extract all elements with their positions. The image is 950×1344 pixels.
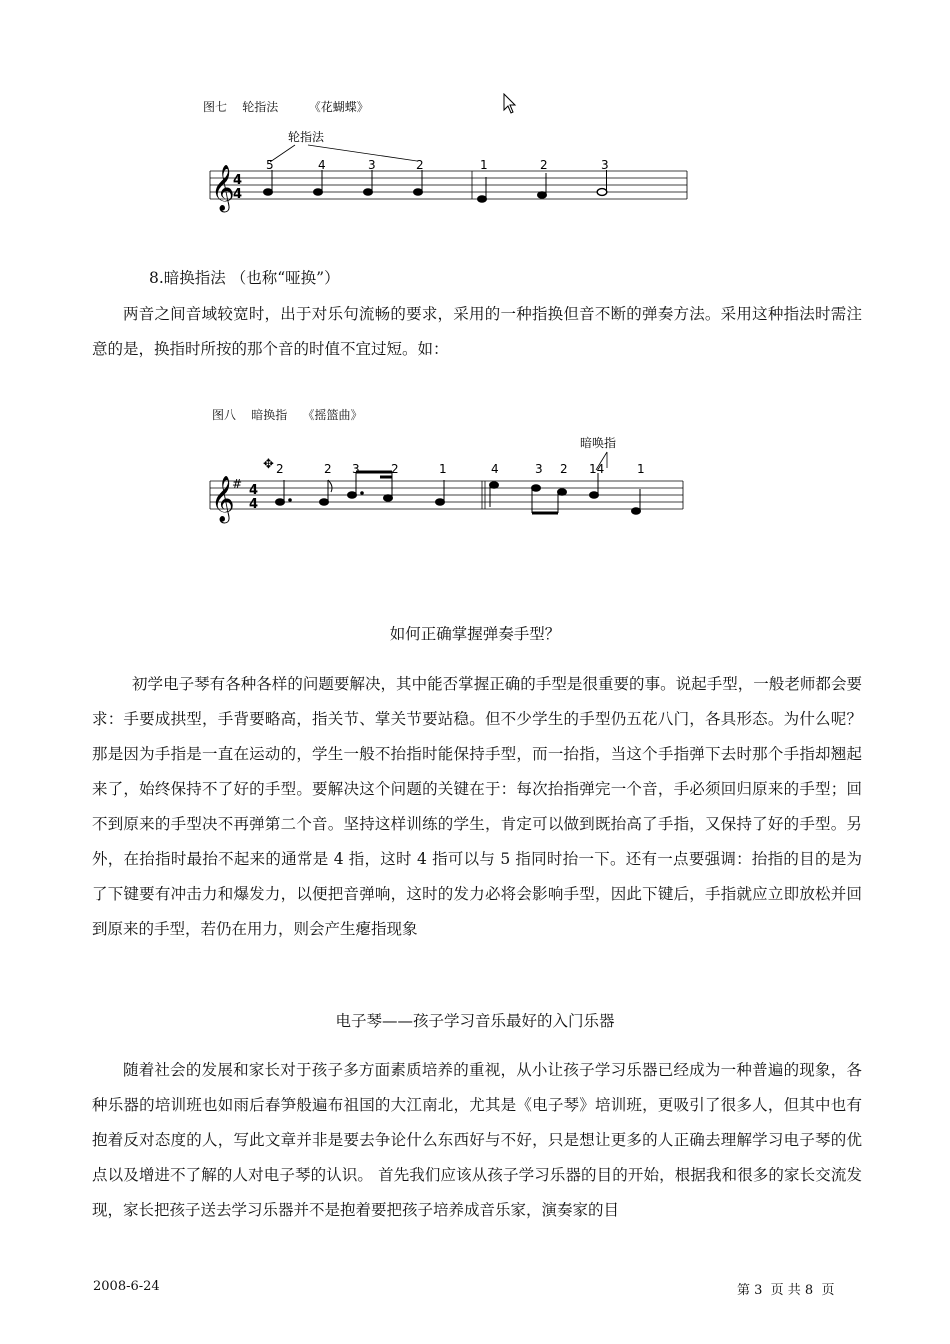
treble-clef-icon: 𝄞 bbox=[211, 165, 235, 211]
figure8-fingering: 3 bbox=[352, 462, 360, 476]
figure7-fingering: 2 bbox=[416, 158, 424, 172]
figure7-annotation: 轮指法 bbox=[288, 130, 325, 144]
figure7-fingering: 5 bbox=[266, 158, 274, 172]
article1-title: 如何正确掌握弹奏手型？ bbox=[389, 625, 561, 643]
figure8-staff bbox=[200, 430, 700, 525]
mouse-cursor-icon bbox=[503, 93, 519, 115]
half-note bbox=[597, 189, 607, 196]
figure7-time-top: 4 bbox=[233, 173, 243, 188]
figure8-fingering: 1 bbox=[439, 462, 447, 476]
figure8-fingering: 14 bbox=[589, 462, 605, 476]
figure7-time-bottom: 4 bbox=[233, 187, 243, 202]
figure8-caption: 图八 暗换指 《摇篮曲》 bbox=[212, 408, 363, 422]
figure8-key-signature: # bbox=[232, 477, 243, 491]
figure8-fingering: 3 bbox=[535, 462, 543, 476]
note bbox=[414, 189, 423, 196]
figure8-fingering: 2 bbox=[324, 462, 332, 476]
note bbox=[558, 489, 567, 496]
footer-date: 2008-6-24 bbox=[93, 1279, 160, 1294]
figure7-caption: 图七 轮指法 《花蝴蝶》 bbox=[203, 100, 369, 114]
footer-page-number: 第 3 页 共 8 页 bbox=[737, 1283, 835, 1298]
figure8-annotation: 暗唤指 bbox=[580, 436, 617, 450]
figure7-fingering: 1 bbox=[480, 158, 488, 172]
section8-paragraph: 两音之间音域较宽时，出于对乐句流畅的要求，采用的一种指换但音不断的弹奏方法。采用这种指法时需注意的是，换指时所按的那个音的时值不宜过短。如： bbox=[92, 305, 862, 358]
figure7-fingering: 2 bbox=[540, 158, 548, 172]
note bbox=[384, 495, 393, 502]
note bbox=[320, 499, 329, 506]
figure8-fingering: 1 bbox=[637, 462, 645, 476]
article1-paragraph: 初学电子琴有各种各样的问题要解决，其中能否掌握正确的手型是很重要的事。说起手型，一般老师都会要求：手要成拱型，手背要略高，指关节、掌关节要站稳。但不少学生的手型仍五花八门，各具形态。为什么呢？那是因为手指是一直在运动的，学生一般不抬指时能保持手型，而一抬指，当这个手指弹下去时那个手指却翘起来了，始终保持不了好的手型。要解决这个问题的关键在于：每次抬指弹完一个音，手必须回归原来的手型；回不到原来的手型决不再弹第二个音。坚持这样训练的学生，肯定可以做到既抬高了手指，又保持了好的手型。另外，在抬指时最抬不起来的通常是 4 指，这时 4 指可以与 5 指同时抬一下。还有一点要强调：抬指的目的是为了下键要有冲击力和爆发力，以便把音弹响，这时的发力必将会影响手型，因此下键后，手指就应立即放松并回到原来的手型，若仍在用力，则会产生瘪指现象 bbox=[92, 675, 862, 938]
figure7-fingering: 4 bbox=[318, 158, 326, 172]
treble-clef-icon: 𝄞 bbox=[211, 476, 235, 522]
section8-heading: 8.暗换指法 （也称“哑换”） bbox=[149, 269, 340, 287]
note bbox=[276, 499, 285, 506]
note bbox=[632, 508, 641, 515]
note bbox=[490, 482, 499, 489]
article2-title: 电子琴——孩子学习音乐最好的入门乐器 bbox=[335, 1012, 615, 1030]
article2-paragraph: 随着社会的发展和家长对于孩子多方面素质培养的重视，从小让孩子学习乐器已经成为一种普遍的现象，各种乐器的培训班也如雨后春笋般遍布祖国的大江南北，尤其是《电子琴》培训班，更吸引了很多人，但其中也有抱着反对态度的人，写此文章并非是要去争论什么东西好与不好，只是想让更多的人正确去理解学习电子琴的优点以及增进不了解的人对电子琴的认识。 首先我们应该从孩子学习乐器的目的开始，根据我和很多的家长交流发现，家长把孩子送去学习乐器并不是抱着要把孩子培养成音乐家，演奏家的目 bbox=[92, 1061, 862, 1219]
note bbox=[478, 196, 487, 203]
figure8-time-bottom: 4 bbox=[249, 497, 259, 512]
figure8-fingering: 2 bbox=[560, 462, 568, 476]
note bbox=[590, 492, 599, 499]
figure7-fingering: 3 bbox=[601, 158, 609, 172]
figure7-staff bbox=[200, 125, 700, 215]
figure8-time-top: 4 bbox=[249, 483, 259, 498]
figure7-fingering: 3 bbox=[368, 158, 376, 172]
figure8-fingering: 2 bbox=[391, 462, 399, 476]
note bbox=[364, 189, 373, 196]
note bbox=[532, 485, 541, 492]
note bbox=[264, 189, 273, 196]
figure8-fingering: 4 bbox=[491, 462, 499, 476]
note bbox=[436, 499, 445, 506]
figure8-fingering: 2 bbox=[276, 462, 284, 476]
note bbox=[314, 189, 323, 196]
note bbox=[538, 192, 547, 199]
move-icon: ✥ bbox=[263, 457, 274, 472]
note bbox=[348, 492, 357, 499]
